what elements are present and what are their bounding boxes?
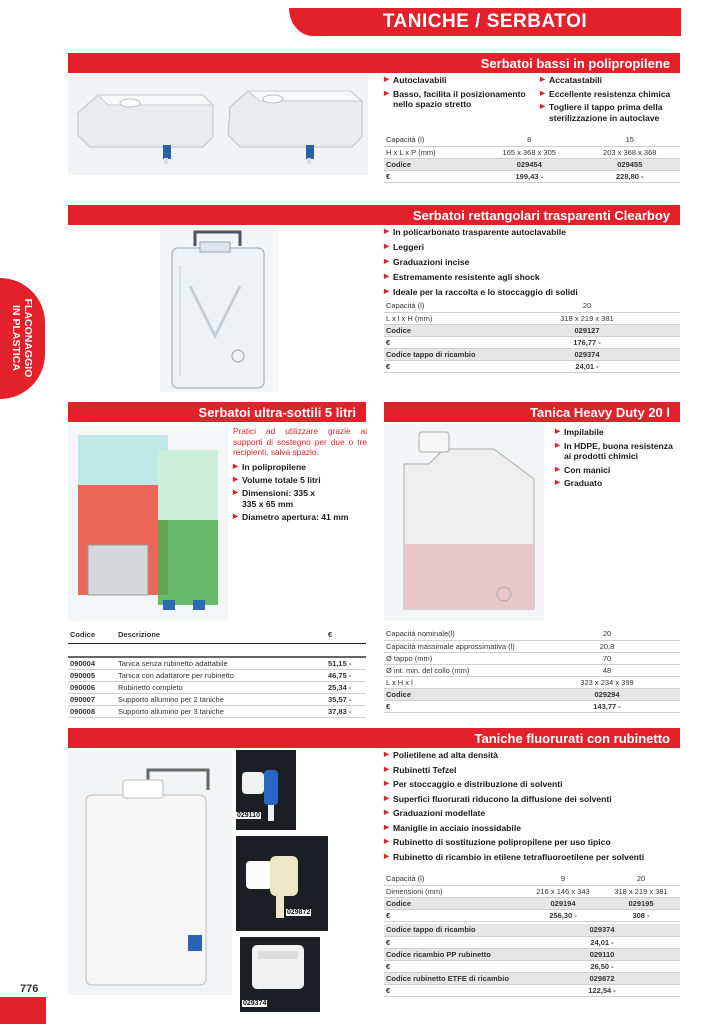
table-row: Codice ricambio PP rubinetto 029110: [384, 948, 680, 960]
low-tank-image-large: [228, 91, 362, 164]
bullets-fluorurati: [384, 750, 680, 862]
spec-table-serbatoi-bassi: [384, 134, 680, 183]
product-photo-029872: [236, 836, 328, 931]
photo-code-label: 029374: [243, 1000, 267, 1007]
section-title-fluorurati: Taniche fluorurati con rubinetto: [68, 728, 680, 748]
footer-accent: [0, 997, 46, 1024]
bullets-right: [540, 75, 680, 123]
table-row: € 24,01 -: [384, 360, 680, 372]
product-photo-029374: [240, 937, 320, 1012]
spare-parts-table-fluorurati: [384, 924, 680, 997]
table-row: € 122,54 -: [384, 984, 680, 996]
bullet-item: ▶ Ideale per la raccolta e lo stoccaggio di solidi: [384, 287, 680, 298]
bullet-item: ▶ Estremamente resistente agli shock: [384, 272, 680, 283]
photo-code-label: 029872: [287, 909, 311, 916]
product-photo-clearboy: [160, 226, 278, 392]
product-photo-fluorurati: [68, 750, 232, 995]
bullet-item: ▶ Con manici: [555, 465, 680, 476]
table-row: Capacità (l) 8 15: [384, 134, 680, 146]
side-tab: [0, 278, 45, 399]
page-title: TANICHE / SERBATOI: [289, 8, 681, 36]
bullets-ultra-sottili: [233, 462, 367, 522]
section-title-heavy-duty: Tanica Heavy Duty 20 l: [384, 402, 680, 422]
bullet-item: ▶ Leggeri: [384, 242, 680, 253]
table-row: Capacità (l) 9 20: [384, 873, 680, 885]
product-photo-serbatoi-bassi: [68, 75, 368, 175]
table-row: € 26,50 -: [384, 960, 680, 972]
bullet-item: ▶ In policarbonato trasparente autoclavabile: [384, 227, 680, 238]
table-row: € 199,43 - 228,80 -: [384, 170, 680, 182]
bullet-item: ▶ In HDPE, buona resistenza ai prodotti chimici: [555, 441, 680, 462]
bullet-item: ▶ Diametro apertura: 41 mm: [233, 512, 367, 523]
items-table-ultra-sottili: [68, 626, 366, 718]
table-row: Capacità massimale approssimativa (l) 20,8: [384, 640, 680, 652]
bullet-item: ▶ Eccellente resistenza chimica: [540, 89, 680, 100]
section-title-ultra-sottili: Serbatoi ultra-sottili 5 litri: [68, 402, 366, 422]
table-row: Ø tappo (mm) 70: [384, 652, 680, 664]
bullet-item: ▶ Graduazioni modellate: [384, 808, 680, 819]
spare-cap-image: [252, 945, 304, 989]
bullet-item: ▶ Accatastabili: [540, 75, 680, 86]
bullet-item: ▶ Graduazioni incise: [384, 257, 680, 268]
table-row: € 176,77 -: [384, 336, 680, 348]
bullet-item: ▶ Per stoccaggio e distribuzione di solventi: [384, 779, 680, 790]
table-row: 090008 Supporto allumino per 3 taniche 37,83 -: [68, 705, 366, 717]
table-row: Codice tappo di ricambio 029374: [384, 348, 680, 360]
table-header-row: Codice Descrizione €: [68, 626, 366, 643]
table-row: € 256,30 - 308 -: [384, 909, 680, 921]
table-row: € 24,01 -: [384, 936, 680, 948]
spec-table-heavy-duty: [384, 628, 680, 713]
bullet-item: ▶ Rubinetto di sostituzione polipropilene per uso tipico: [384, 837, 680, 848]
bullet-item: ▶ Rubinetto di ricambio in etilene tetrafluoroetilene per solventi: [384, 852, 680, 863]
bullet-item: ▶ Graduato: [555, 478, 680, 489]
spec-table-fluorurati: [384, 873, 680, 922]
page-number: 776: [20, 983, 39, 995]
table-row: 090007 Supporto allumino per 2 taniche 35,57 -: [68, 693, 366, 705]
table-row: L x l x H (mm) 318 x 219 x 381: [384, 312, 680, 324]
table-row: Capacità (l) 20: [384, 300, 680, 312]
bullet-item: ▶ Polietilene ad alta densità: [384, 750, 680, 761]
product-photo-heavy-duty: [384, 424, 544, 621]
table-row: 090004 Tanica senza rubinetto adattabile 51,15 -: [68, 657, 366, 669]
table-row: Capacità nominale(l) 20: [384, 628, 680, 640]
table-row: Ø int. min. del collo (mm) 48: [384, 664, 680, 676]
table-row: Dimensioni (mm) 216 x 146 x 343 318 x 219 x 381: [384, 885, 680, 897]
heavy-duty-jerrycan-image: [404, 432, 534, 609]
photo-code-label: 029110: [237, 812, 260, 819]
bullet-item: ▶ Maniglie in acciaio inossidabile: [384, 823, 680, 834]
bullet-item: ▶ Basso, facilita il posizionamento nello spazio stretto: [384, 89, 534, 110]
side-tab-line2: IN PLASTICA: [10, 305, 22, 371]
table-row: Codice 029127: [384, 324, 680, 336]
bullet-item: ▶ Autoclavabili: [384, 75, 534, 86]
bullet-item: ▶ Superfici fluorurati riducono la diffusione dei solventi: [384, 794, 680, 805]
bullets-left: [384, 75, 534, 110]
table-row: Codice rubinetto ETFE di ricambio 029872: [384, 972, 680, 984]
bullet-item: ▶ Rubinetti Tefzel: [384, 765, 680, 776]
product-photo-029110: [236, 750, 296, 830]
side-tab-line1: FLACONAGGIO: [22, 298, 34, 378]
spec-table-clearboy: [384, 300, 680, 373]
bullet-item: ▶ Volume totale 5 litri: [233, 475, 367, 486]
slim-tanks-image: [78, 435, 218, 610]
section-title-serbatoi-bassi: Serbatoi bassi in polipropilene: [68, 53, 680, 73]
fluorinated-jerrycan-image: [86, 770, 208, 985]
description-ultra-sottili: Pratici ad utilizzare grazie ai supporti di sostegno per due o tre recipienti. salva spazio.: [233, 426, 367, 457]
section-title-clearboy: Serbatoi rettangolari trasparenti Clearboy: [68, 205, 680, 225]
bullets-clearboy: [384, 227, 680, 298]
table-row: L x H x l 323 x 234 x 399: [384, 676, 680, 688]
bullets-heavy-duty: [555, 427, 680, 489]
table-row: Codice tappo di ricambio 029374: [384, 924, 680, 936]
table-row: Codice 029194 029195: [384, 897, 680, 909]
table-row: Codice 029454 029455: [384, 158, 680, 170]
table-row: 090006 Rubinetto completo 25,34 -: [68, 681, 366, 693]
low-tank-image-small: [78, 95, 213, 164]
clearboy-tank-image: [172, 232, 264, 388]
bullet-item: ▶ Impilabile: [555, 427, 680, 438]
bullet-item: ▶ Dimensioni: 335 x 335 x 65 mm: [233, 488, 328, 509]
product-photo-ultra-sottili: [68, 425, 228, 621]
table-row: Codice 029294: [384, 688, 680, 700]
bullet-item: ▶ Togliere il tappo prima della sterilizzazione in autoclave: [540, 102, 680, 123]
bullet-item: ▶ In polipropilene: [233, 462, 367, 473]
table-row: € 143,77 -: [384, 700, 680, 712]
table-row: 090005 Tanica con adattatore per rubinetto 46,75 -: [68, 669, 366, 681]
table-row: H x L x P (mm) 165 x 368 x 305 203 x 368 x 368: [384, 146, 680, 158]
